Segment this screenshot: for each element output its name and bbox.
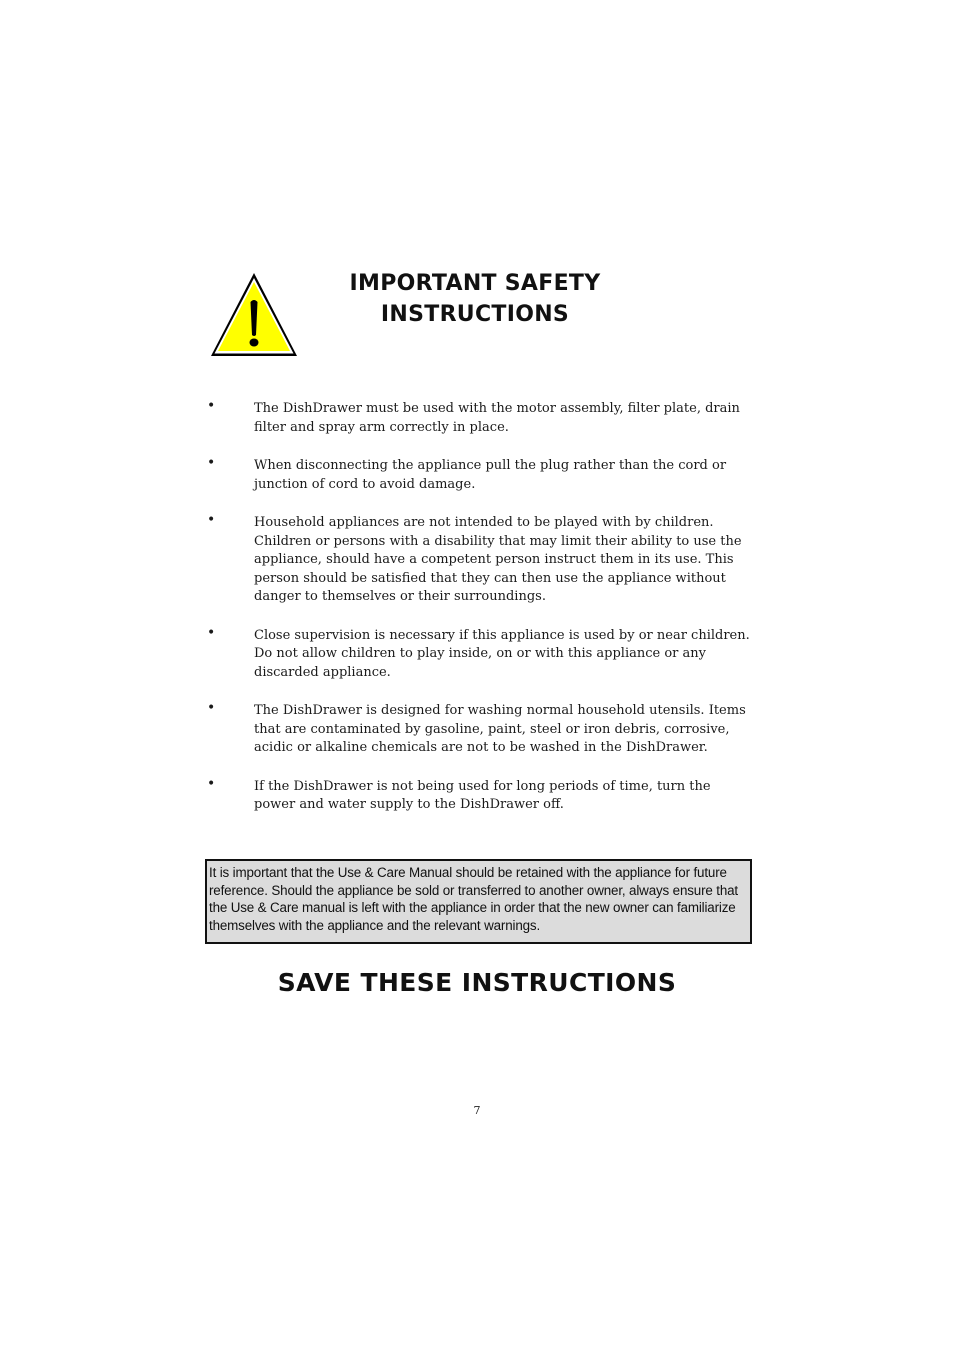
list-item [205,702,750,758]
save-instructions-title: SAVE THESE INSTRUCTIONS [277,968,677,997]
page-title [330,268,620,330]
bullet-icon: • [207,455,216,471]
list-item [205,624,750,683]
list-item-text: Household appliances are not intended to be played with by children. Children or persons with a disability that may limit their ability to use the appliance, should have a competent person instruct them in its use. This person should be satisfied that they can then use the appliance without danger to themselves or their surroundings. [254,515,742,604]
page-title-line-2: INSTRUCTIONS [380,302,570,327]
bullet-icon: • [207,700,216,716]
safety-instructions-list [205,400,750,835]
retain-manual-notice: It is important that the Use & Care Manual should be retained with the appliance for future reference. Should the appliance be sold or transferred to another owner, always ensure that the Use & Care manual is left with the appliance in order that the new owner can familiarize themselves with the appliance and the relevant warnings. [205,859,752,944]
bullet-icon: • [207,398,216,414]
list-item-text: The DishDrawer is designed for washing normal household utensils. Items that are contaminated by gasoline, paint, steel or iron debris, corrosive, acidic or alkaline chemicals are not to be washed in the DishDrawer. [254,703,746,755]
bullet-icon: • [207,624,216,641]
list-item-text: The DishDrawer must be used with the motor assembly, filter plate, drain filter and spray arm correctly in place. [254,401,740,435]
list-item [205,457,750,494]
list-item [205,514,750,607]
list-item-text: Close supervision is necessary if this appliance is used by or near children. Do not allow children to play inside, on or with this appliance or any discarded appliance. [254,627,750,680]
list-item [205,400,750,437]
list-item-text: If the DishDrawer is not being used for long periods of time, turn the power and water supply to the DishDrawer off. [254,778,711,812]
page-number: 7 [473,1104,481,1117]
page-title-line-1: IMPORTANT SAFETY [349,271,601,296]
bullet-icon: • [207,512,216,528]
list-item-text: When disconnecting the appliance pull the plug rather than the cord or junction of cord to avoid damage. [254,458,727,492]
bullet-icon: • [207,775,216,792]
list-item [205,775,750,815]
warning-triangle-icon [209,271,299,358]
